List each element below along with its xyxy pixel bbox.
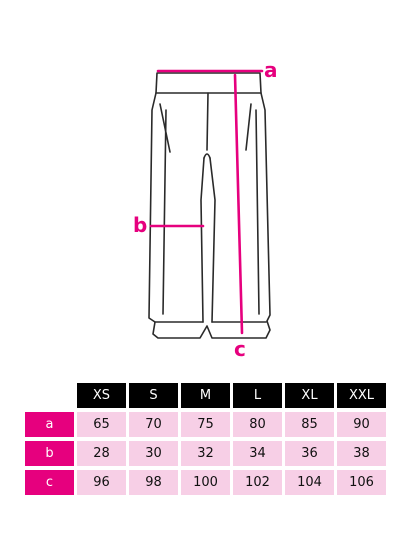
table-cell: 32 [181, 441, 230, 466]
right-leg-inner-seam [256, 110, 259, 314]
table-cell: 104 [285, 470, 334, 495]
size-chart-table [22, 379, 389, 499]
inseam-left [201, 158, 204, 322]
waistband-outline [156, 73, 261, 93]
measure-line-c [235, 75, 242, 333]
size-header-m: M [181, 383, 230, 408]
size-header-l: L [233, 383, 282, 408]
table-cell: 36 [285, 441, 334, 466]
table-cell: 106 [337, 470, 386, 495]
table-corner [25, 383, 74, 408]
size-header-xxl: XXL [337, 383, 386, 408]
table-cell: 28 [77, 441, 126, 466]
right-pocket-seam [246, 104, 251, 150]
table-cell: 30 [129, 441, 178, 466]
table-row-c [25, 470, 386, 495]
table-cell: 98 [129, 470, 178, 495]
size-header-row [25, 383, 386, 408]
trousers-outline [149, 73, 270, 338]
size-header-xs: XS [77, 383, 126, 408]
size-header-xl: XL [285, 383, 334, 408]
table-cell: 65 [77, 412, 126, 437]
measurement-lines [151, 71, 262, 333]
trousers-body-outline [149, 93, 270, 338]
row-label-b: b [25, 441, 74, 466]
table-cell: 96 [77, 470, 126, 495]
front-seam [207, 93, 208, 150]
table-cell: 90 [337, 412, 386, 437]
measure-label-b: b [133, 213, 148, 237]
size-header-s: S [129, 383, 178, 408]
table-row-a [25, 412, 386, 437]
row-label-a: a [25, 412, 74, 437]
table-row-b [25, 441, 386, 466]
inseam-right [210, 158, 215, 322]
table-cell: 70 [129, 412, 178, 437]
table-cell: 80 [233, 412, 282, 437]
table-cell: 85 [285, 412, 334, 437]
row-label-c: c [25, 470, 74, 495]
left-leg-inner-seam [163, 110, 166, 314]
table-cell: 75 [181, 412, 230, 437]
measure-label-a: a [264, 58, 278, 82]
crotch-curve [204, 154, 210, 158]
table-cell: 38 [337, 441, 386, 466]
measure-label-c: c [234, 337, 246, 361]
table-cell: 102 [233, 470, 282, 495]
table-cell: 34 [233, 441, 282, 466]
table-cell: 100 [181, 470, 230, 495]
